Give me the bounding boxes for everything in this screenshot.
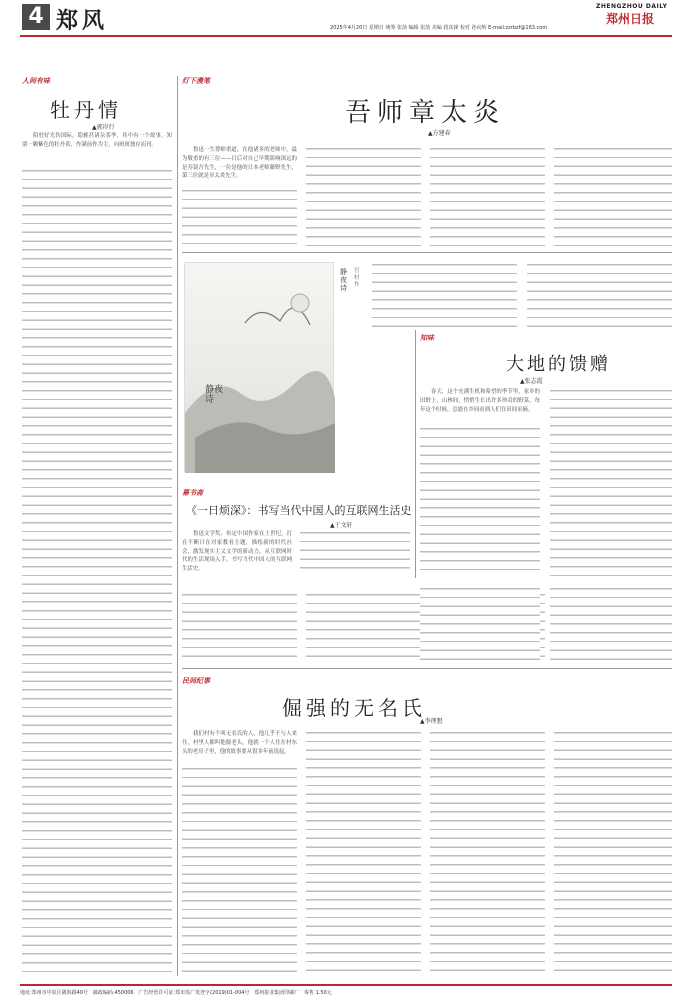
book-lead-wrap <box>182 530 292 590</box>
book-text-col-4 <box>306 592 421 662</box>
peony-body <box>22 132 172 977</box>
footer-printer: 郑州报业集团印刷厂 <box>254 990 300 996</box>
peony-column-label: 人间有味 <box>22 76 50 85</box>
teacher-text-col-1 <box>182 188 297 246</box>
painting-seal: 静夜诗 <box>205 385 224 405</box>
teacher-title: 吾师章太炎 <box>345 98 506 128</box>
lower-divider <box>182 668 672 669</box>
teacher-lead: 鲁迅一生尊师重道，在他诸多的老师中，最为敬重的有三位——日后对自己早期影响深远的是寿镜吾先生，一位是他的日本老师藤野先生，第三位就是章太炎先生。 <box>182 147 297 180</box>
earth-title: 大地的馈赠 <box>506 354 611 375</box>
earth-text-col-2 <box>550 388 672 576</box>
book-text-col-3 <box>182 592 297 662</box>
paper-name-en: ZHENGZHOU DAILY <box>596 3 668 10</box>
nameless-title: 倔强的无名氏 <box>282 696 426 720</box>
painting-caption-1: 静夜诗 <box>340 268 347 292</box>
nameless-text-col-2 <box>306 730 421 976</box>
peony-lead: 陌驻好光伤国际，隐雅甚诸杂茶季，其中有一个故事，知别一颗紫色的牡丹希，作满前作为主，向斑斑独存而刊。 <box>22 133 172 148</box>
book-title: 《一日烦深》：书写当代中国人的互联网生活史 <box>186 504 412 517</box>
earth-author: ▲张志霞 <box>520 378 543 385</box>
book-text-col-2 <box>300 530 410 575</box>
page-number: 4 <box>22 4 50 30</box>
book-column-label: 幕书斋 <box>182 488 203 497</box>
teacher-text-col-6 <box>527 262 672 328</box>
teacher-text-col-2 <box>306 146 421 246</box>
earth-text-col-3 <box>420 586 540 664</box>
ink-landscape-icon <box>185 263 335 473</box>
teacher-text-col-3 <box>430 146 545 246</box>
nameless-author: ▲李理想 <box>420 718 443 725</box>
earth-body <box>420 388 672 576</box>
painting-caption-2: 宫村 作 <box>354 268 360 288</box>
nameless-text-col-4 <box>554 730 672 976</box>
earth-column-label: 知味 <box>420 333 434 342</box>
earth-text-col-1 <box>420 426 540 576</box>
earth-lead: 春天，这个充满生机和希望的季节里，家乡的田野上，山林间，悄悄生长出许多珍奇的野菜，每年这个时候，总能在乡间看到人们在田间采摘。 <box>420 389 540 413</box>
book-lead: 鲁迅文学奖、布定中国作家在上世纪，打在不断日在对家教看主题，描绘新的时代社会，激发现实主义文学的新动力，从互联网时代的生活现场入手，书写当代中国人的互联网生活史。 <box>182 531 292 573</box>
painting-image <box>184 262 334 472</box>
nameless-text-col-1 <box>182 766 297 976</box>
column-divider <box>177 76 178 976</box>
header-rule <box>20 35 672 37</box>
footer-price: 零售 1.50元 <box>304 990 332 996</box>
teacher-text-col-5 <box>372 262 517 328</box>
teacher-continuation <box>372 262 672 328</box>
section-title: 郑风 <box>56 9 109 34</box>
paper-name-cn: 郑州日报 <box>606 12 655 26</box>
earth-text-col-4 <box>550 586 672 664</box>
footer-address: 地址:郑州市中原区陇海路40号 <box>20 990 89 996</box>
earth-continuation <box>420 586 672 664</box>
nameless-lead: 我们村有个叫无名氏的人，他几乎不与人来往，村里人都叫他倔老头，他就一个人住在村东头的老房子里，他的故事要从很多年前说起。 <box>182 731 297 755</box>
teacher-body <box>182 146 672 246</box>
nameless-column-label: 民间纪事 <box>182 676 210 685</box>
peony-title: 牡丹情 <box>50 98 122 122</box>
teacher-text-col-4 <box>554 146 672 246</box>
teacher-column-label: 灯下漫笔 <box>182 76 210 85</box>
peony-author: ▲郭岸行 <box>92 124 115 131</box>
nameless-body <box>182 730 672 976</box>
footer-postcode: 邮政编码:450006 <box>92 990 134 996</box>
nameless-text-col-3 <box>430 730 545 976</box>
book-author: ▲于文轩 <box>330 522 353 529</box>
footer-license: 广告经营许可证:郑市监广发登字(2019)01-004号 <box>138 990 250 996</box>
masthead <box>0 0 690 38</box>
earth-divider <box>415 330 416 578</box>
teacher-author: ▲方建春 <box>428 130 451 137</box>
footer <box>20 984 672 996</box>
section-divider <box>182 252 672 253</box>
edition-meta: 2025年4月20日 星期日 统筹 张劼 编辑 张劼 美编 段其锋 校对 孙向辉 E-mail:zzrbzf@163.com <box>330 25 548 31</box>
peony-text-block <box>22 168 172 977</box>
